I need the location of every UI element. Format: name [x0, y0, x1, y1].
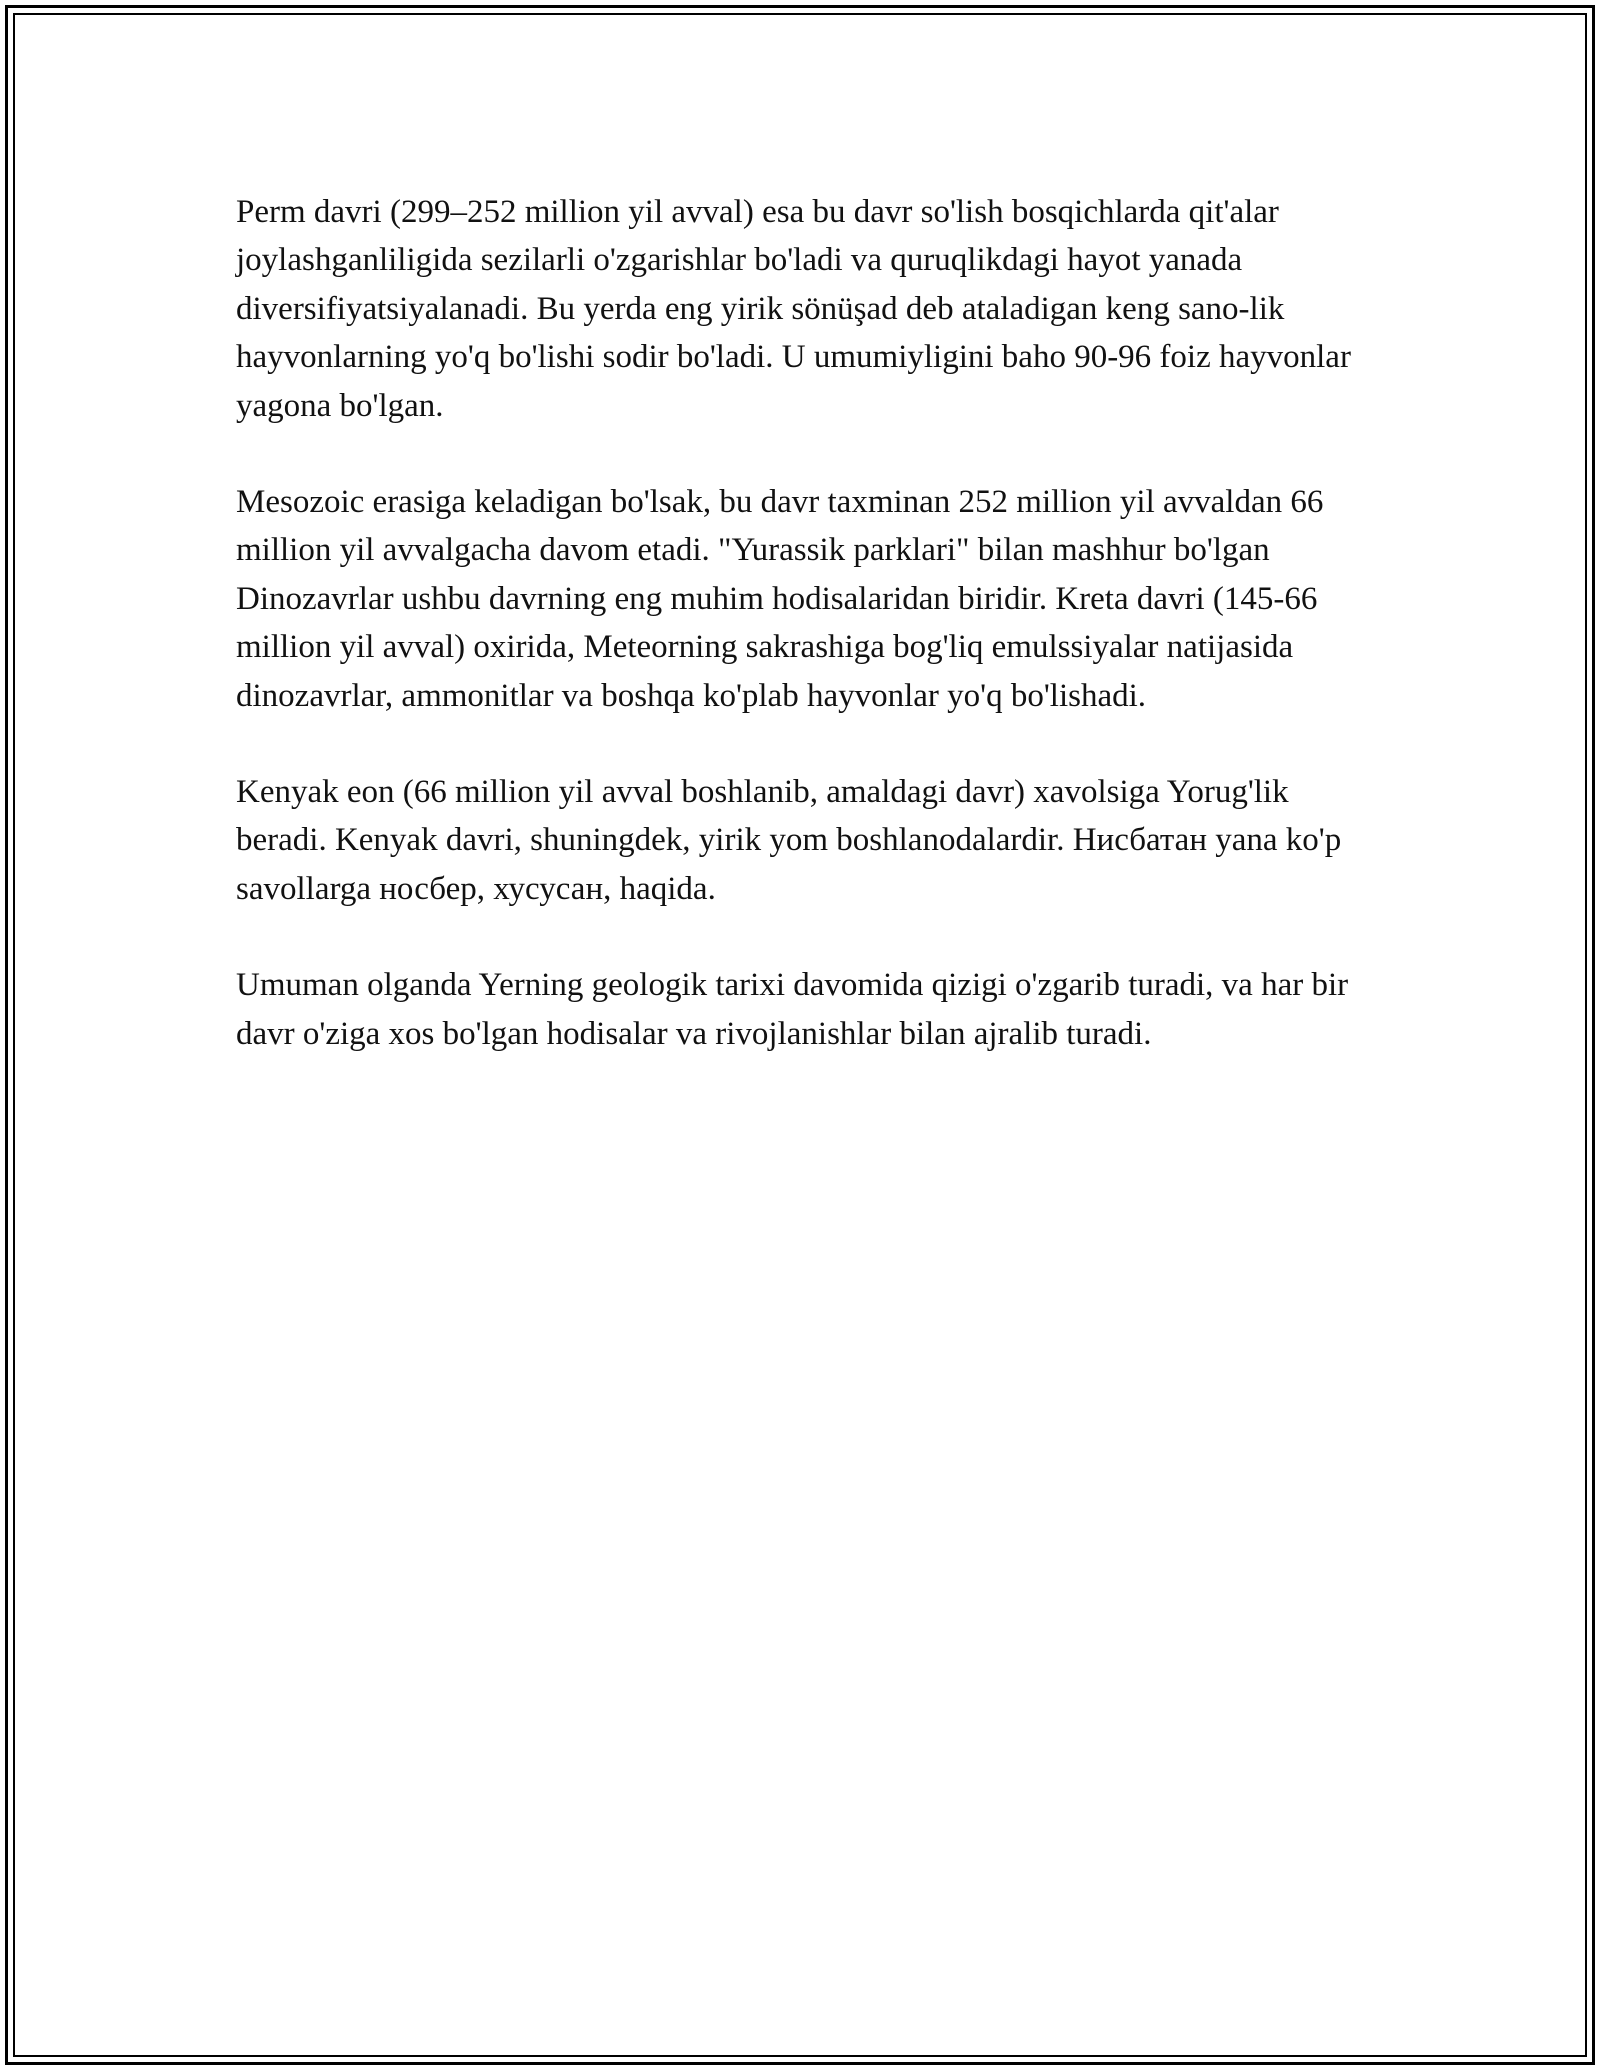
paragraph-mesozoic-era: Mesozoic erasiga keladigan bo'lsak, bu davr taxminan 252 million yil avvaldan 66 million yil avvalgacha davom etadi. "Yurassik parklari" bilan mashhur bo'lgan Dinozavrlar ushbu davrning eng muhim hodisalaridan biridir. Kreta davri (145-66 million yil avval) oxirida, Meteorning sakrashiga bog'liq emulssiyalar natijasida dinozavrlar, ammonitlar va boshqa ko'plab hayvonlar yo'q bo'lishadi. [236, 484, 1324, 714]
paragraph-perm-period: Perm davri (299–252 million yil avval) esa bu davr so'lish bosqichlarda qit'alar joylashganliligida sezilarli o'zgarishlar bo'ladi va quruqlikdagi hayot yanada diversifiyatsiyalanadi. Bu yerda eng yirik sönüşad deb ataladigan keng sano-lik hayvonlarning yo'q bo'lishi sodir bo'ladi. U umumiyligini baho 90-96 foiz hayvonlar yagona bo'lgan. [236, 194, 1351, 424]
paragraph-cenozoic-eon: Kenyak eon (66 million yil avval boshlanib, amaldagi davr) xavolsiga Yorug'lik beradi. Kenyak davri, shuningdek, yirik yom boshlanodalardir. Нисбатан yana ko'p savollarga носбер, хусусан, haqida. [236, 774, 1342, 907]
paragraph-conclusion: Umuman olganda Yerning geologik tarixi davomida qizigi o'zgarib turadi, va har bir davr o'ziga xos bo'lgan hodisalar va rivojlanishlar bilan ajralib turadi. [236, 967, 1349, 1052]
document-body [236, 188, 1386, 1106]
